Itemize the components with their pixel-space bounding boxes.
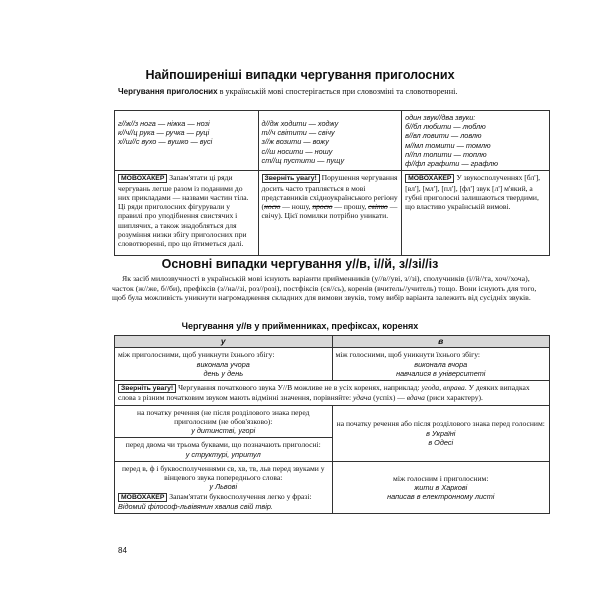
row: з//ж возити — вожу (261, 137, 329, 147)
cell (332, 348, 550, 381)
cell (332, 405, 550, 461)
wrong-form: носю (264, 202, 281, 212)
cell (115, 461, 333, 513)
example: жити в Харкові (414, 483, 468, 493)
page-number: 84 (118, 546, 127, 555)
mnemonic-note-2 (402, 171, 550, 256)
row: ф//фл графити — графлю (405, 159, 498, 169)
cell (115, 348, 333, 381)
text-fragment: — ношу, (280, 202, 313, 212)
rule-text: на початку речення (не після розділового знака перед приголосним (не обов'язково): (137, 407, 310, 426)
wrong-form: просю (312, 202, 333, 212)
section-title: Основні випадки чергування у//в, і//й, з//зі//із (161, 257, 439, 271)
subsection-title: Чергування у//в у прийменниках, префіксах, коренях (181, 321, 419, 331)
attention-note (258, 171, 402, 256)
attention-label: Зверніть увагу! (262, 174, 320, 183)
mnemonic-label: МОВОХАКЕР (405, 174, 454, 183)
example: у структурі, упритул (185, 449, 261, 459)
column-2-rows (258, 111, 402, 171)
rule-text: перед двома чи трьома буквами, що позначають приголосні: (125, 440, 321, 450)
text-fragment: (успіх) — (371, 393, 407, 403)
row: ст//щ пустити — пущу (261, 155, 345, 165)
row: г//ж//з нога — ніжка — нозі (118, 119, 210, 128)
word: вправа (443, 383, 465, 392)
row: п//пл топити — топлю (405, 149, 487, 159)
row: к//ч//ц рука — ручка — руці (118, 128, 210, 138)
rule-block (115, 406, 332, 439)
mnemonic-note (118, 492, 329, 512)
example: навчалися в університеті (396, 368, 486, 378)
row: с//ш носити — ношу (261, 146, 333, 156)
page-title: Найпоширеніші випадки чергування приголосних (145, 68, 455, 82)
text-fragment: — прошу, (332, 202, 369, 212)
text-fragment: , (439, 383, 444, 392)
row: м//мл томити — томлю (405, 140, 491, 150)
rule-text: між голосними, щоб уникнути їхнього збігу: (335, 350, 481, 360)
attention-label: Зверніть увагу! (118, 384, 176, 393)
intro-text: в українській мові спостерігається при словозміні та словотворенні. (217, 87, 458, 96)
word: угода (421, 383, 440, 392)
example: у дитинстві, угорі (191, 426, 256, 436)
text-fragment: — свічу). Цієї помилки потрібно уникати. (261, 202, 398, 221)
rule-text: між голосним і приголосним: (393, 473, 489, 483)
mnemonic-label: МОВОХАКЕР (118, 174, 167, 183)
text-fragment: (риси характеру). (424, 393, 483, 403)
row: т//ч світити — свічу (261, 128, 335, 138)
row: д//дж ходити — ходжу (261, 119, 339, 128)
example: день у день (203, 368, 244, 378)
example: в Україні (426, 428, 456, 438)
attention-text: Порушення чергування досить часто трапляється в мові представників східноукраїнського регіону ( (261, 173, 398, 212)
mnemonic-text: У звукосполученнях [бл'], [вл'], [мл'], [пл'], [фл'] звук [л'] м'який, а губні приголосні залишаються твердими, що властиво українській вимові. (405, 173, 541, 212)
mnemonic-label: МОВОХАКЕР (118, 493, 167, 502)
rule-text: перед в, ф і буквосполученнями св, хв, тв, льв перед звуками у вінцевого звука попереднього слова: (121, 463, 325, 483)
cell (115, 405, 333, 461)
text-fragment: Чергування початкового звука У//В можливе не в усіх коренях, наприклад: (176, 383, 422, 392)
header-u: у (115, 336, 333, 348)
row: в//вл ловити — ловлю (405, 131, 482, 141)
row: б//бл любити — люблю (405, 122, 486, 132)
text-fragment: . У деяких випадках слова з різним початковим звуком мають відмінні значення, порівняйте: (118, 383, 530, 403)
section-paragraph: Як засіб милозвучності в українській мові існують варіанти прийменників (у//в//уві, з//зі), сполучників (і//й//та, хоч//хоча), часток (ж//же, б//би), префіксів (з//на//зі, роз//розі), постфіксів (ся//сь), коренів (вчитель//учитель) тощо. Вони існують для того, щоб була можливість уникнути нагромадження складних для вимови звуків, тому вибір варіанта залежить від сусідніх звуків. (112, 274, 537, 303)
intro-paragraph (118, 87, 538, 97)
attention-row (115, 381, 550, 406)
intro-lead: Чергування приголосних (118, 87, 218, 96)
row: один звук//два звуки: (405, 113, 476, 122)
cell (332, 461, 550, 513)
rule-text: на початку речення або після розділового знака перед голосним: (336, 419, 545, 429)
example: написав в електронному листі (387, 492, 495, 502)
consonant-table (114, 110, 550, 256)
word: вдача (406, 393, 425, 403)
example: у Львові (209, 482, 238, 492)
column-1-rows (115, 111, 259, 171)
wrong-form: світю (368, 202, 388, 212)
row: х//ш//с вухо — вушко — вусі (118, 137, 213, 147)
word: удача (352, 393, 372, 403)
example: виконала вчора (414, 359, 468, 369)
u-v-table (114, 335, 550, 514)
mnemonic-text: Запам'ятати ці ряди чергувань легше разом із поданими до них прикладами — назвами частин тіла. Ці ряди приголосних фігурували у правилі про уподібнення свистячих і шиплячих, а також знадобляться для розуміння низки збігу приголосних при словотворенні, про що йтиметься далі. (118, 173, 249, 249)
rule-block (115, 438, 332, 461)
header-v: в (332, 336, 550, 348)
mnemonic-note (115, 171, 259, 256)
example: в Одесі (428, 437, 454, 447)
rule-text: між приголосними, щоб уникнути їхнього збігу: (118, 350, 275, 360)
text-fragment: Запам'ятати буквосполучення легко у фразі: (167, 491, 312, 501)
column-3-rows (402, 111, 550, 171)
mnemonic-phrase: Відомий філософ-львівянин хвалив свій твір. (118, 501, 273, 511)
example: виконала учора (196, 359, 250, 369)
